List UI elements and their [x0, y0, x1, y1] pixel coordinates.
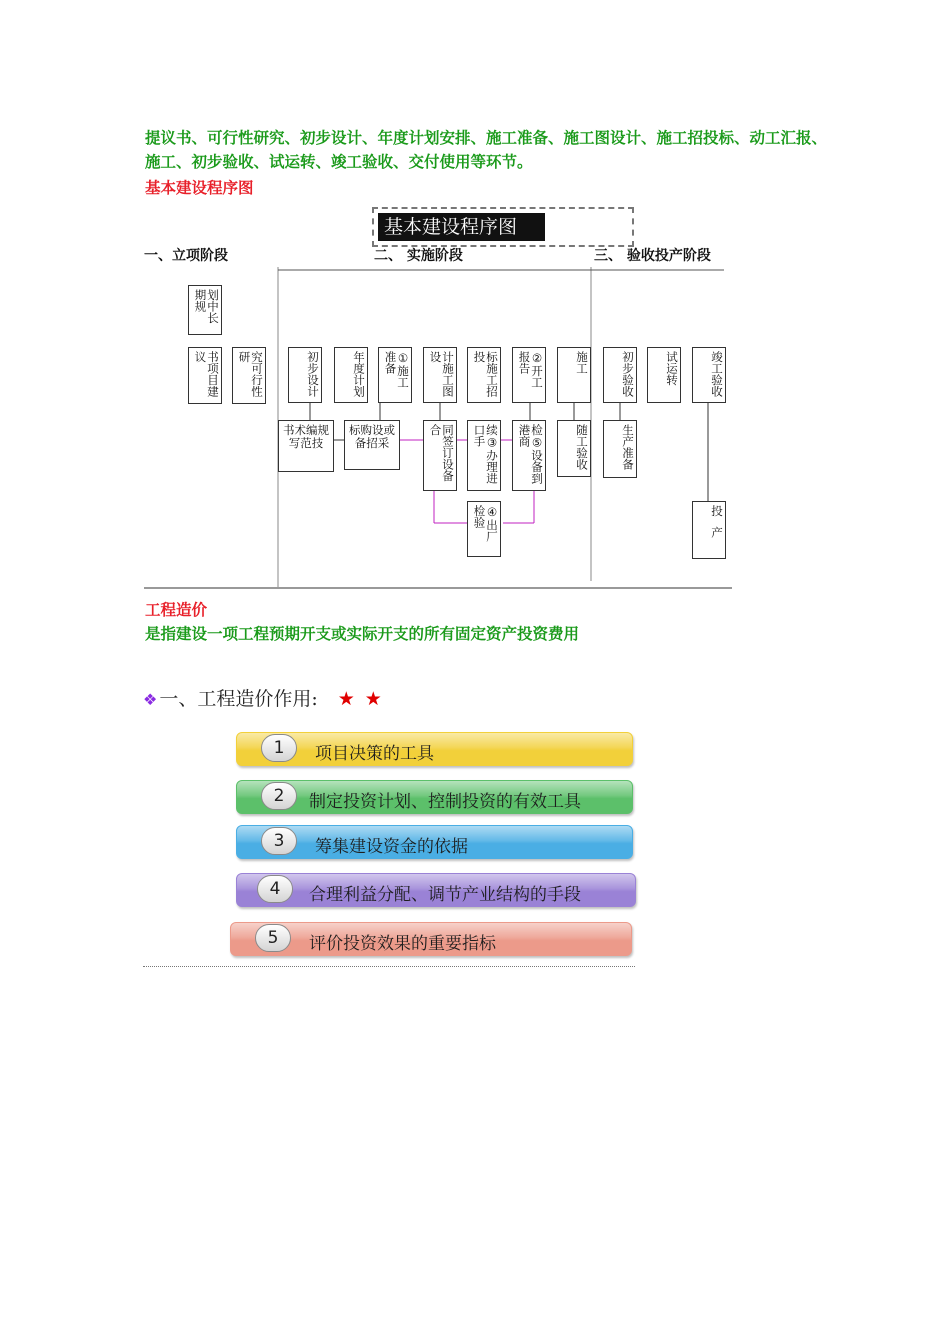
box-import-procedures: 续③办理进口手: [467, 420, 501, 491]
box-production-prep: 生产准备: [603, 420, 637, 478]
box-equipment-procurement: 标购设或备招采: [344, 420, 400, 470]
stage-acceptance: 三、 验收投产阶段: [594, 248, 711, 264]
box-trial-run: 试运转: [647, 347, 681, 403]
flowchart-title: 基本建设程序图: [372, 207, 634, 247]
list-item: [236, 873, 636, 907]
box-equipment-arrival: 检⑤设备到港商: [512, 420, 546, 491]
construction-procedure-flowchart: [142, 205, 742, 595]
item-number: 3: [261, 827, 297, 855]
box-sign-contract: 同签订设备合: [423, 420, 457, 491]
intro-text: 提议书、可行性研究、初步设计、年度计划安排、施工准备、施工图设计、施工招投标、动工汇报、施工、初步验收、试运转、竣工验收、交付使用等环节。: [145, 129, 828, 171]
box-construction: 施工: [557, 347, 591, 403]
box-construction-prep: ①施工准备: [378, 347, 412, 403]
box-project-proposal: 书项目建议: [188, 347, 222, 404]
section-heading-text: 一、工程造价作用:: [159, 688, 318, 710]
list-item: [236, 825, 633, 859]
box-bidding: 标施工招投: [467, 347, 501, 403]
item-number: 1: [261, 734, 297, 762]
box-preliminary-acceptance: 初步验收: [603, 347, 637, 403]
star-icons: ★★: [337, 688, 392, 710]
figure-caption: 基本建设程序图: [145, 179, 254, 197]
cost-definition: 是指建设一项工程预期开支或实际开支的所有固定资产投资费用: [145, 625, 580, 643]
item-text: 制定投资计划、控制投资的有效工具: [309, 792, 581, 812]
box-start-report: ②开工报告: [512, 347, 546, 403]
box-technical-spec: 书术编规写范技: [278, 420, 334, 472]
cost-title: 工程造价: [145, 601, 208, 619]
list-item: [236, 732, 633, 766]
box-feasibility-study: 究可行性研: [232, 347, 266, 404]
box-production: 投产: [692, 501, 726, 559]
box-annual-plan: 年度计划: [334, 347, 368, 403]
list-item: [230, 922, 632, 956]
box-inspection: 随工验收: [557, 420, 591, 477]
box-long-term-plan: 划中长期规: [188, 285, 222, 335]
item-text: 评价投资效果的重要指标: [309, 934, 496, 954]
item-number: 4: [257, 875, 293, 903]
box-preliminary-design: 初步设计: [288, 347, 322, 403]
stage-implementation: 二、 实施阶段: [374, 248, 463, 264]
section-heading: [143, 684, 392, 711]
item-text: 项目决策的工具: [315, 744, 434, 764]
item-text: 合理利益分配、调节产业结构的手段: [309, 885, 581, 905]
list-item: [236, 780, 633, 814]
stage-approval: 一、立项阶段: [144, 248, 228, 264]
item-text: 筹集建设资金的依据: [315, 837, 468, 857]
box-completion-acceptance: 竣工验收: [692, 347, 726, 403]
dotted-divider: [143, 966, 635, 967]
box-factory-inspection: ④出厂检验: [467, 501, 501, 557]
item-number: 2: [261, 782, 297, 810]
item-number: 5: [255, 924, 291, 952]
diamond-bullet-icon: ❖: [143, 690, 158, 709]
box-construction-drawing: 计施工图设: [423, 347, 457, 403]
